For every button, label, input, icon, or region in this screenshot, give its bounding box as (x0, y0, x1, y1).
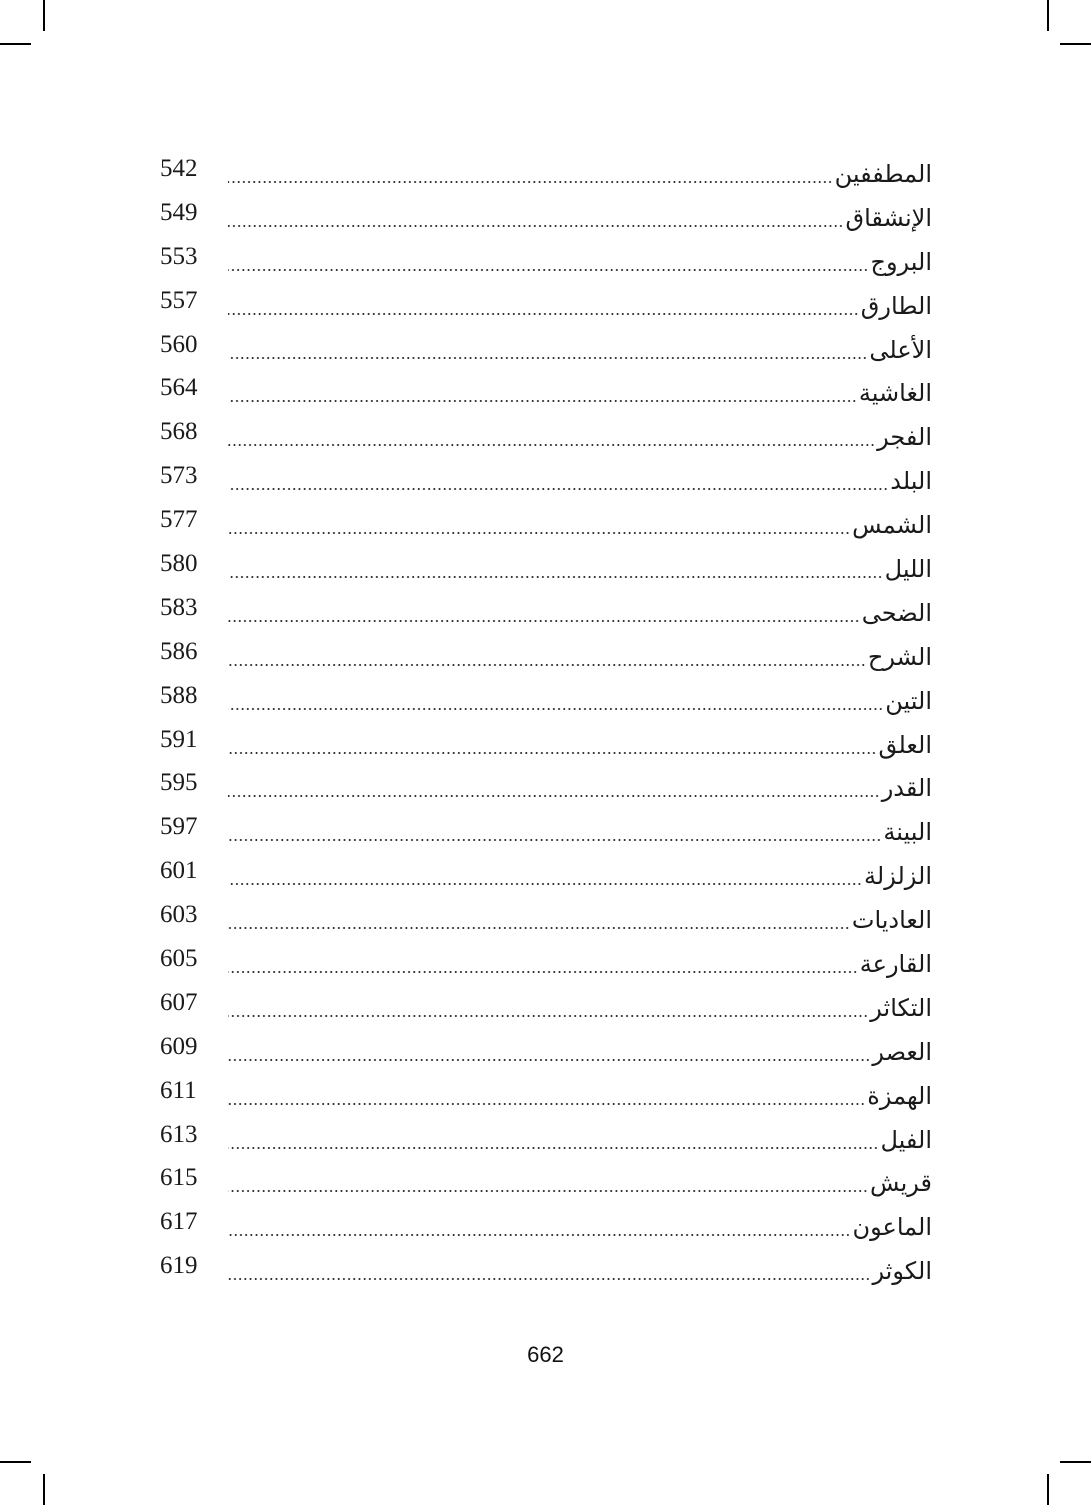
dot-leader (228, 444, 875, 446)
toc-entry-title: العصر (872, 1037, 932, 1066)
toc-entry-title: قريش (870, 1169, 932, 1198)
dot-leader (228, 927, 850, 929)
dot-leader (228, 795, 880, 797)
toc-entry-title: البلد (890, 467, 932, 496)
toc-entry-title: الهمزة (867, 1081, 932, 1110)
toc-entry[interactable] (160, 589, 932, 633)
toc-entry-title: الأعلى (869, 335, 932, 364)
toc-entry-page-number: 553 (160, 242, 198, 270)
toc-entry-title: الإنشقاق (845, 203, 932, 232)
toc-entry[interactable] (160, 501, 932, 545)
dot-leader (228, 1234, 850, 1236)
toc-entry-title: العلق (878, 730, 932, 759)
toc-entry-title: الماعون (852, 1213, 932, 1242)
toc-entry-page-number: 577 (160, 506, 198, 534)
toc-entry-page-number: 591 (160, 725, 198, 753)
toc-entry[interactable] (160, 1116, 932, 1160)
toc-entry-title: البروج (870, 247, 932, 276)
toc-entry[interactable] (160, 721, 932, 765)
toc-entry-title: الشرح (867, 642, 932, 671)
toc-entry-page-number: 588 (160, 681, 198, 709)
crop-mark-top-right-horizontal (1060, 43, 1091, 45)
dot-leader (228, 532, 850, 534)
toc-entry-page-number: 597 (160, 813, 198, 841)
toc-entry-page-number: 609 (160, 1032, 198, 1060)
dot-leader (228, 1103, 865, 1105)
toc-entry[interactable] (160, 413, 932, 457)
toc-entry-page-number: 607 (160, 988, 198, 1016)
toc-entry-title: الفجر (877, 423, 932, 452)
dot-leader (228, 620, 860, 622)
dot-leader (228, 839, 881, 841)
toc-entry-title: المطففين (834, 159, 932, 188)
toc-entry-title: الطارق (860, 291, 932, 320)
toc-entry[interactable] (160, 194, 932, 238)
toc-entry[interactable] (160, 1247, 932, 1291)
toc-entry-page-number: 615 (160, 1164, 198, 1192)
toc-entry-page-number: 586 (160, 637, 198, 665)
dot-leader (228, 1147, 878, 1149)
crop-mark-bottom-right-vertical (1047, 1474, 1049, 1505)
toc-entry[interactable] (160, 150, 932, 194)
dot-leader (228, 357, 867, 359)
dot-leader (228, 1278, 870, 1280)
toc-entry[interactable] (160, 677, 932, 721)
toc-entry-title: الغاشية (858, 379, 932, 408)
page-number: 662 (527, 1342, 564, 1367)
toc-entry-title: القارعة (859, 949, 932, 978)
toc-entry-title: البينة (883, 818, 932, 847)
toc-entry-page-number: 613 (160, 1120, 198, 1148)
toc-entry[interactable] (160, 808, 932, 852)
toc-entry-title: الكوثر (872, 1257, 932, 1286)
toc-entry-title: الليل (884, 554, 932, 583)
toc-entry-title: التين (885, 686, 932, 715)
crop-mark-bottom-left-vertical (43, 1474, 45, 1505)
toc-entry-page-number: 557 (160, 286, 198, 314)
toc-entry-page-number: 617 (160, 1208, 198, 1236)
toc-entry[interactable] (160, 633, 932, 677)
toc-entry-title: العاديات (851, 906, 932, 935)
toc-entry[interactable] (160, 1072, 932, 1116)
toc-entry[interactable] (160, 282, 932, 326)
dot-leader (228, 1015, 868, 1017)
dot-leader (228, 1190, 868, 1192)
toc-entry[interactable] (160, 369, 932, 413)
table-of-contents (160, 150, 932, 1291)
toc-entry[interactable] (160, 984, 932, 1028)
dot-leader (228, 225, 843, 227)
toc-entry-page-number: 619 (160, 1252, 198, 1280)
dot-leader (228, 664, 866, 666)
toc-entry[interactable] (160, 545, 932, 589)
toc-entry-title: الضحى (861, 598, 932, 627)
toc-entry[interactable] (160, 1159, 932, 1203)
toc-entry[interactable] (160, 238, 932, 282)
toc-entry[interactable] (160, 940, 932, 984)
toc-entry-title: الزلزلة (864, 862, 932, 891)
toc-entry[interactable] (160, 457, 932, 501)
dot-leader (228, 576, 883, 578)
toc-entry-page-number: 549 (160, 198, 198, 226)
toc-entry[interactable] (160, 896, 932, 940)
toc-entry[interactable] (160, 326, 932, 370)
toc-entry-title: القدر (881, 774, 932, 803)
crop-mark-bottom-left-horizontal (0, 1461, 31, 1463)
toc-entry[interactable] (160, 1203, 932, 1247)
dot-leader (228, 400, 857, 402)
toc-entry-page-number: 580 (160, 549, 198, 577)
toc-entry-page-number: 611 (160, 1076, 197, 1104)
dot-leader (228, 883, 862, 885)
dot-leader (228, 708, 883, 710)
crop-mark-top-left-horizontal (0, 43, 31, 45)
toc-entry[interactable] (160, 852, 932, 896)
dot-leader (228, 269, 868, 271)
dot-leader (228, 488, 888, 490)
toc-entry-title: الفيل (880, 1125, 932, 1154)
toc-entry-title: الشمس (852, 511, 932, 540)
toc-entry-page-number: 595 (160, 769, 198, 797)
dot-leader (228, 971, 858, 973)
dot-leader (228, 181, 833, 183)
toc-entry-page-number: 568 (160, 418, 198, 446)
toc-entry-page-number: 560 (160, 330, 198, 358)
toc-entry-title: التكاثر (870, 993, 932, 1022)
dot-leader (228, 752, 876, 754)
toc-entry[interactable] (160, 1028, 932, 1072)
dot-leader (228, 313, 859, 315)
crop-mark-top-left-vertical (43, 0, 45, 31)
dot-leader (228, 1059, 870, 1061)
toc-entry-page-number: 564 (160, 374, 198, 402)
crop-mark-top-right-vertical (1047, 0, 1049, 31)
toc-entry-page-number: 573 (160, 462, 198, 490)
toc-entry-page-number: 542 (160, 154, 198, 182)
toc-entry[interactable] (160, 764, 932, 808)
toc-entry-page-number: 583 (160, 593, 198, 621)
toc-entry-page-number: 601 (160, 857, 198, 885)
crop-mark-bottom-right-horizontal (1060, 1461, 1091, 1463)
toc-entry-page-number: 603 (160, 901, 198, 929)
toc-entry-page-number: 605 (160, 944, 198, 972)
